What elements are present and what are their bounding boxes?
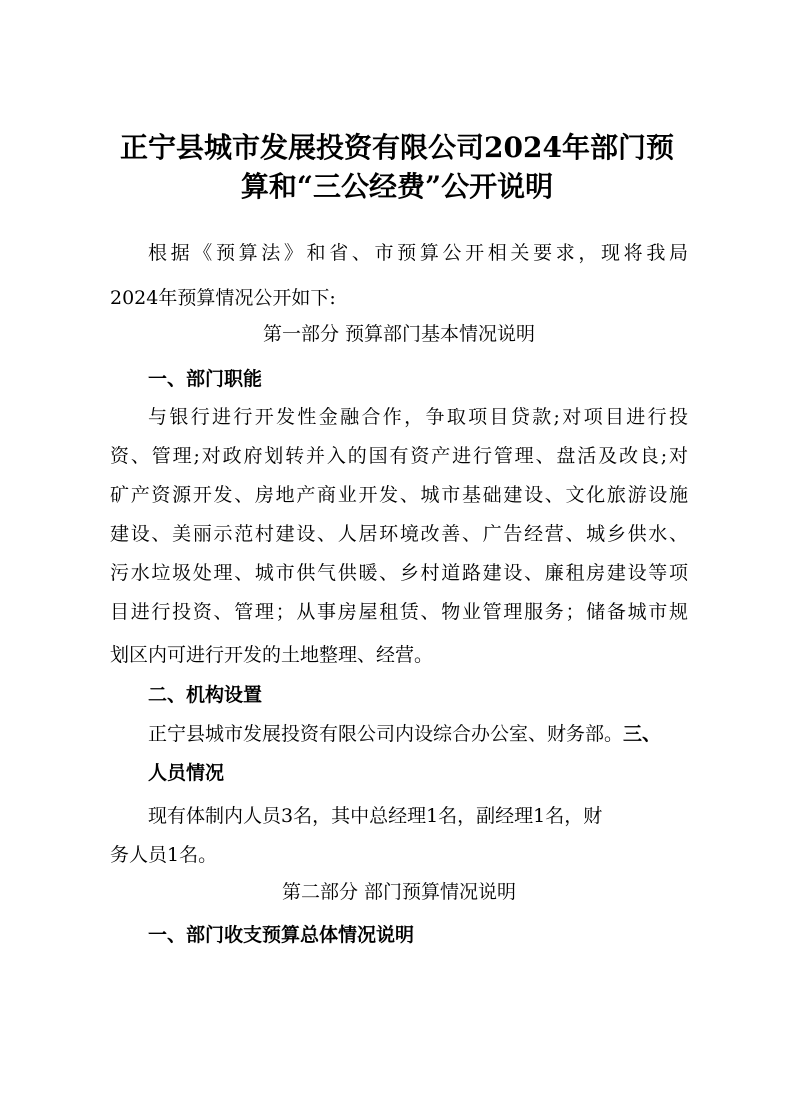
section1-line: 污水垃圾处理、城市供气供暖、乡村道路建设、廉租房建设等项 bbox=[110, 562, 688, 584]
part2-section1-heading: 一、部门收支预算总体情况说明 bbox=[148, 924, 415, 946]
section1-line: 矿产资源开发、房地产商业开发、城市基础建设、文化旅游设施 bbox=[110, 484, 688, 506]
section3-heading-number: 三、 bbox=[623, 723, 662, 745]
section2-heading: 二、机构设置 bbox=[148, 684, 263, 706]
document-title-line1: 正宁县城市发展投资有限公司2024年部门预 bbox=[120, 131, 674, 164]
part2-heading: 第二部分 部门预算情况说明 bbox=[281, 881, 517, 903]
section3-line1: 现有体制内人员3名，其中总经理1名，副经理1名，财 bbox=[148, 805, 603, 827]
section1-heading: 一、部门职能 bbox=[148, 368, 263, 390]
section3-heading: 人员情况 bbox=[148, 762, 225, 784]
section1-line: 建设、美丽示范村建设、人居环境改善、广告经营、城乡供水、 bbox=[110, 523, 688, 545]
section2-text: 正宁县城市发展投资有限公司内设综合办公室、财务部。 bbox=[148, 723, 624, 745]
section1-line: 资、管理;对政府划转并入的国有资产进行管理、盘活及改良;对 bbox=[110, 445, 688, 467]
document-title-line2: 算和“三公经费”公开说明 bbox=[240, 170, 554, 203]
intro-line1: 根据《预算法》和省、市预算公开相关要求，现将我局 bbox=[148, 242, 688, 264]
section1-line: 目进行投资、管理；从事房屋租赁、物业管理服务；储备城市规 bbox=[110, 601, 688, 623]
intro-line2: 2024年预算情况公开如下: bbox=[110, 287, 336, 309]
section2-paragraph bbox=[148, 721, 688, 747]
section1-line: 与银行进行开发性金融合作，争取项目贷款;对项目进行投 bbox=[148, 406, 688, 428]
section1-line: 划区内可进行开发的土地整理、经营。 bbox=[110, 644, 434, 666]
section3-line2: 务人员1名。 bbox=[110, 844, 218, 866]
part1-heading: 第一部分 预算部门基本情况说明 bbox=[262, 323, 536, 345]
